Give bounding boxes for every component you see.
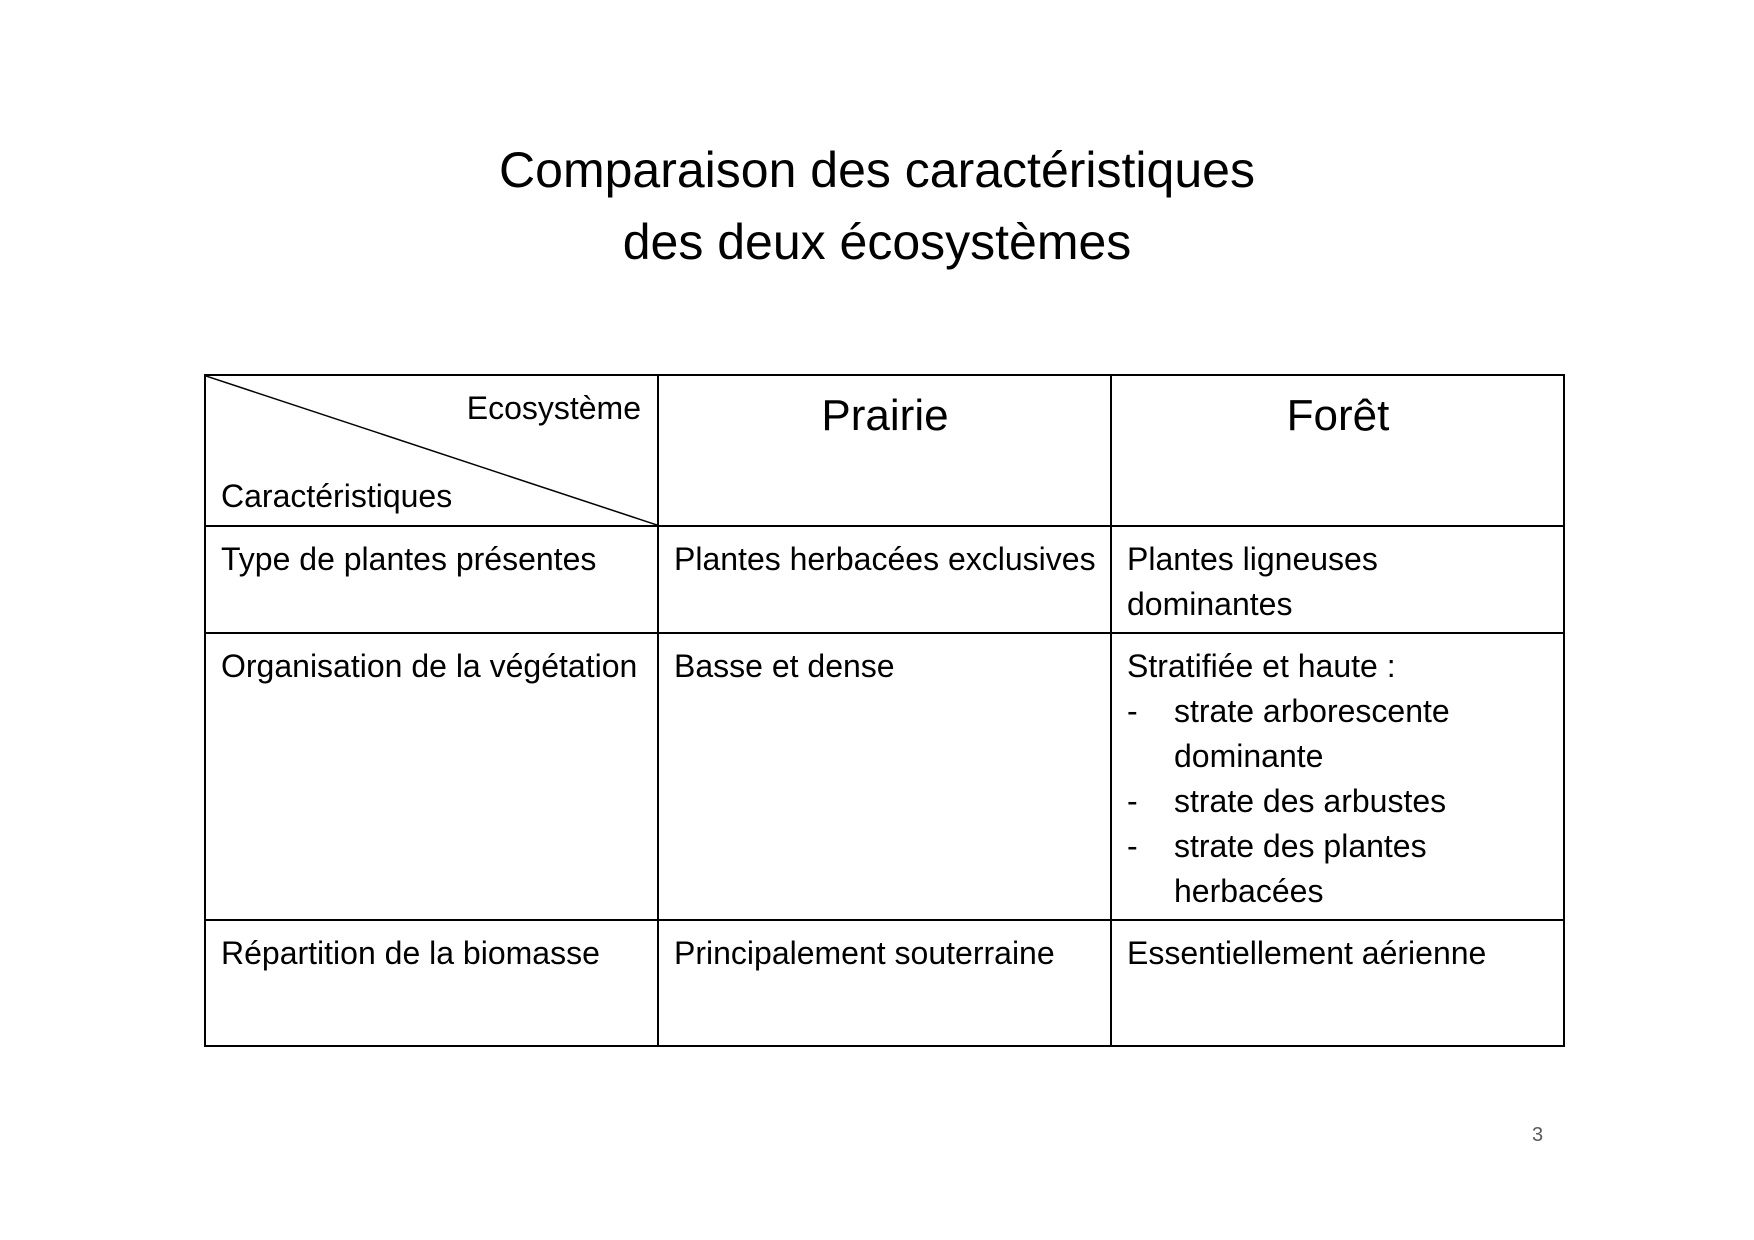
table-row-repartition bbox=[205, 920, 1564, 1046]
cell-repartition-prairie: Principalement souterraine bbox=[658, 920, 1111, 1046]
dash-bullet: - bbox=[1127, 693, 1138, 729]
cell-type-prairie: Plantes herbacées exclusives bbox=[658, 526, 1111, 633]
table-row-organisation bbox=[205, 633, 1564, 920]
list-item bbox=[1127, 689, 1549, 779]
row-label-organisation: Organisation de la végétation bbox=[205, 633, 658, 920]
row-label-type: Type de plantes présentes bbox=[205, 526, 658, 633]
cell-repartition-foret: Essentiellement aérienne bbox=[1111, 920, 1564, 1046]
dash-bullet: - bbox=[1127, 783, 1138, 819]
corner-cell bbox=[205, 375, 658, 526]
strata-item-text: strate des arbustes bbox=[1174, 783, 1447, 819]
header-row bbox=[205, 375, 1564, 526]
title-line-2: des deux écosystèmes bbox=[622, 214, 1132, 270]
cell-organisation-prairie: Basse et dense bbox=[658, 633, 1111, 920]
strata-item-text: strate des plantes herbacées bbox=[1174, 828, 1427, 909]
column-header-foret: Forêt bbox=[1111, 375, 1564, 526]
title-line-1: Comparaison des caractéristiques bbox=[499, 142, 1255, 198]
corner-label-ecosysteme: Ecosystème bbox=[466, 390, 641, 426]
column-header-prairie: Prairie bbox=[658, 375, 1111, 526]
list-item bbox=[1127, 779, 1549, 824]
dash-bullet: - bbox=[1127, 828, 1138, 864]
table-row-type bbox=[205, 526, 1564, 633]
cell-type-foret: Plantes ligneuses dominantes bbox=[1111, 526, 1564, 633]
strata-item-text: strate arborescente dominante bbox=[1174, 693, 1450, 774]
row-label-repartition: Répartition de la biomasse bbox=[205, 920, 658, 1046]
list-item bbox=[1127, 824, 1549, 914]
strata-list bbox=[1127, 689, 1549, 914]
corner-label-caracteristiques: Caractéristiques bbox=[221, 478, 453, 514]
slide-title bbox=[0, 134, 1754, 278]
cell-organisation-foret bbox=[1111, 633, 1564, 920]
comparison-table bbox=[204, 374, 1565, 1047]
page-number: 3 bbox=[1532, 1124, 1544, 1146]
foret-organisation-intro: Stratifiée et haute : bbox=[1127, 648, 1396, 684]
